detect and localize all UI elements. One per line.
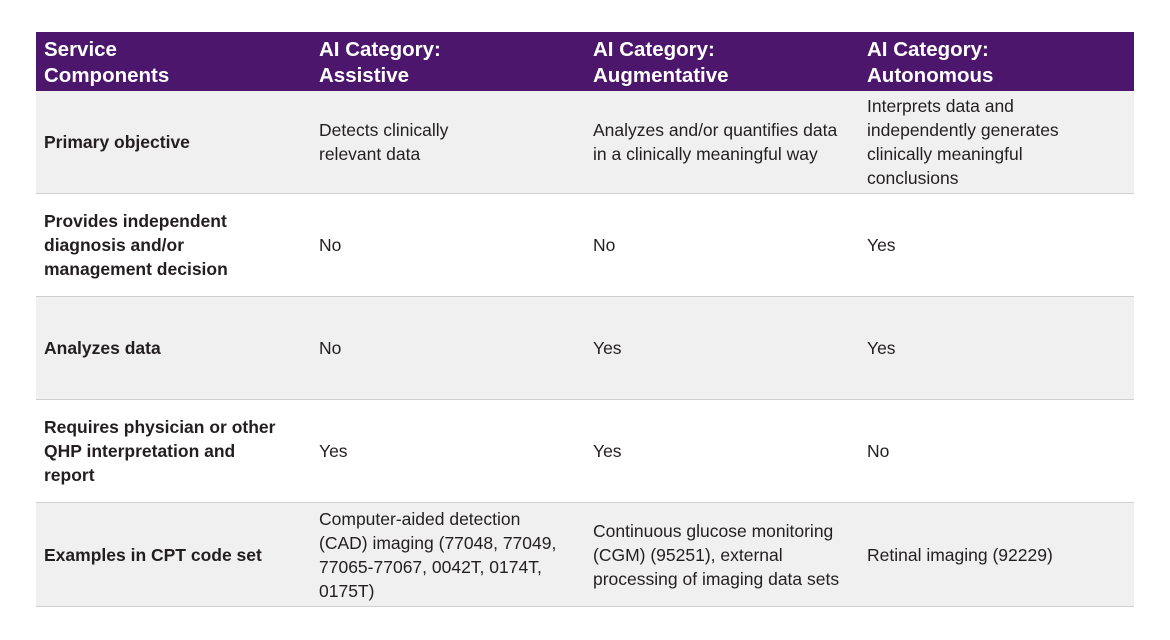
cell-assistive: No bbox=[319, 235, 342, 255]
cell-augmentative: Continuous glucose monitoring (CGM) (95251), external processing of imaging data sets bbox=[593, 520, 840, 589]
header-augmentative: AI Category: Augmentative bbox=[593, 38, 729, 87]
cell-assistive: Computer-aided detection (CAD) imaging (77048, 77049, 77065-77067, 0042T, 0174T, 0175T) bbox=[319, 508, 557, 601]
header-service-components: Service Components bbox=[44, 38, 170, 87]
row-label: Primary objective bbox=[44, 132, 190, 152]
row-label: Provides independent diagnosis and/or management decision bbox=[44, 211, 228, 279]
row-label: Examples in CPT code set bbox=[44, 544, 262, 565]
header-assistive: AI Category: Assistive bbox=[319, 38, 441, 87]
table-header-row bbox=[36, 32, 1134, 91]
ai-category-table bbox=[36, 32, 1134, 607]
cell-augmentative: Yes bbox=[593, 441, 622, 461]
cell-autonomous: Yes bbox=[867, 338, 896, 358]
cell-assistive: Detects clinically relevant data bbox=[319, 120, 449, 164]
cell-assistive: Yes bbox=[319, 441, 348, 461]
cell-autonomous: Yes bbox=[867, 235, 896, 255]
row-label: Analyzes data bbox=[44, 338, 161, 358]
cell-augmentative: No bbox=[593, 235, 616, 255]
cell-augmentative: Yes bbox=[593, 338, 622, 358]
cell-assistive: No bbox=[319, 338, 342, 358]
row-label: Requires physician or other QHP interpretation and report bbox=[44, 417, 276, 485]
cell-autonomous: No bbox=[867, 441, 890, 461]
table-row-primary-objective bbox=[36, 91, 1134, 194]
table-row-cpt-examples bbox=[36, 503, 1134, 607]
table-row-independent-diagnosis bbox=[36, 194, 1134, 297]
table-row-requires-interpretation bbox=[36, 400, 1134, 503]
table-row-analyzes-data bbox=[36, 297, 1134, 400]
cell-augmentative: Analyzes and/or quantifies data in a clinically meaningful way bbox=[593, 120, 838, 164]
cell-autonomous: Retinal imaging (92229) bbox=[867, 544, 1053, 565]
header-autonomous: AI Category: Autonomous bbox=[867, 38, 994, 87]
cell-autonomous: Interprets data and independently generates clinically meaningful conclusions bbox=[867, 96, 1059, 188]
